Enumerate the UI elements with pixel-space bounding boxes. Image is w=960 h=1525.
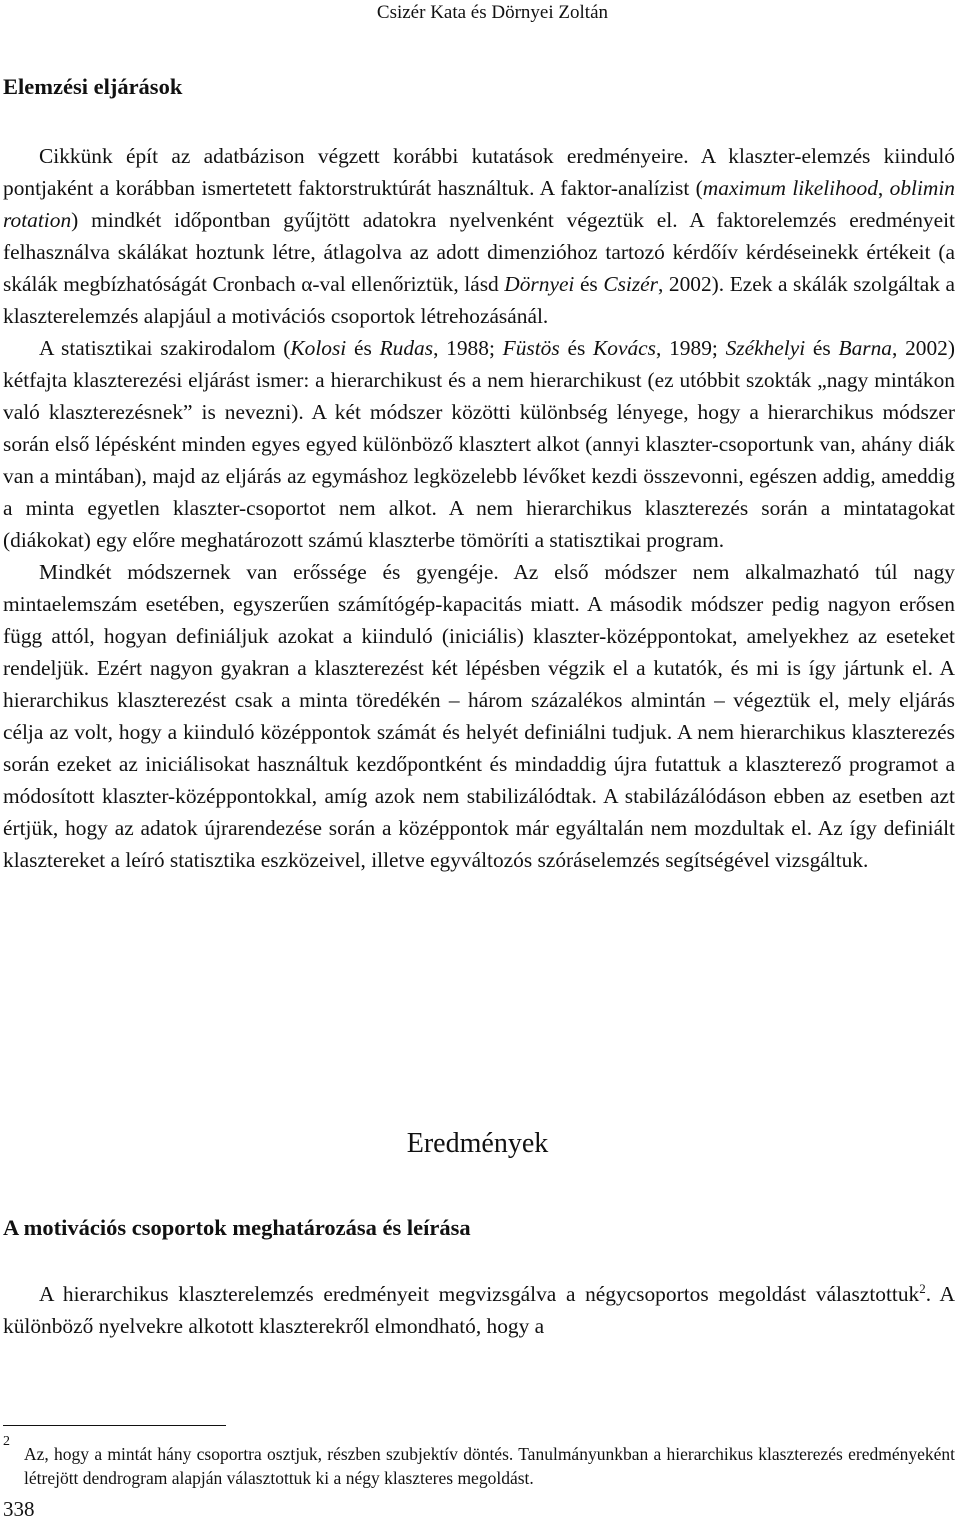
text-run: és xyxy=(346,336,380,360)
text-run: , 1988; xyxy=(433,336,503,360)
italic-run: Székhelyi xyxy=(725,336,806,360)
italic-run: oblimin rotation xyxy=(3,176,955,232)
subsection-heading: A motivációs csoportok meghatározása és leírása xyxy=(3,1215,471,1240)
italic-run: maximum likelihood xyxy=(702,176,878,200)
running-header: Csizér Kata és Dörnyei Zoltán xyxy=(376,2,608,23)
text-run: és xyxy=(559,336,594,360)
italic-run: Füstös xyxy=(502,336,560,360)
italic-run: Rudas xyxy=(379,336,434,360)
page-number: 338 xyxy=(3,1497,35,1521)
paragraph-2 xyxy=(3,332,955,556)
text-run: A statisztikai szakirodalom ( xyxy=(39,336,291,360)
paragraph-3 xyxy=(3,556,955,876)
italic-run: Barna xyxy=(838,336,892,360)
paragraph-text-cont: . A különböző nyelvekre alkotott klaszterekről elmondható, hogy a xyxy=(3,1282,955,1338)
text-run: , 2002) kétfajta klaszterezési eljárást ismer: a hierarchikust és a nem hierarchikust (ez utóbbit szokták „nagy mintákon való klaszterezésnek” is nevezni). A két módszer közötti különbség lényege, hogy a hierarchikus módszer során első lépésként minden egyes egyed különböző klasztert alkot (annyi klaszter-csoportunk van, ahány diák van a mintában), majd az eljárás az egymáshoz legközelebb lévőket kezdi összevonni, egészen addig, ameddig a minta egyetlen klaszter-csoportot nem alkot. A nem hierarchikus klaszterezés során a mintatagokat (diákokat) egy előre meghatározott számú klaszterbe tömöríti a statisztikai program. xyxy=(3,336,955,552)
paragraph-text: A hierarchikus klaszterelemzés eredményeit megvizsgálva a négycsoportos megoldást választottuk xyxy=(39,1282,920,1306)
section-body xyxy=(3,140,955,876)
italic-run: Csizér xyxy=(603,272,658,296)
text-run: és xyxy=(574,272,604,296)
paragraph-4 xyxy=(3,1278,955,1342)
text-run: Mindkét módszernek van erőssége és gyengéje. Az első módszer nem alkalmazható túl nagy mintaelemszám esetében, egyszerűen számítógép-kapacitás miatt. A második módszer pedig nagyon erősen függ attól, hogyan definiáljuk azokat a kiinduló (iniciális) klaszter-középpontokat, amelyekhez az eseteket rendeljük. Ezért nagyon gyakran a klaszterezést két lépésben végzik el a kutatók, és mi is így jártunk el. A hierarchikus klaszterezést csak a minta töredékén – három százalékos almintán – végeztük el, mely eljárás célja az volt, hogy a kiinduló középpontok számát és helyét definiálni tudjuk. A nem hierarchikus klaszterezés során ezeket az iniciálisokat használtuk kezdőpontként és mindaddig újra futattuk a klaszterező programot a módosított klaszter-középpontokkal, amíg azok nem stabilizálódtak. A stabilázálódáson ebben az esetben azt értjük, hogy az adatok újrarendezése során a középpontok már egyáltalán nem mozdultak el. Az így definiált klasztereket a leíró statisztika eszközeivel, illetve egyváltozós szóráselemzés segítségével vizsgáltuk. xyxy=(3,560,955,872)
text-run: , 1989; xyxy=(656,336,726,360)
text-run: Cikkünk épít az adatbázison végzett korábbi kutatások eredményeire. A klaszter-elemzés kiinduló pontjaként a korábban ismertetett faktorstruktúrát használtuk. A faktor-analízist ( xyxy=(3,144,955,200)
text-run: ) mindkét időpontban gyűjtött adatokra nyelvenként végeztük el. A faktorelemzés eredményeit felhasználva skálákat hoztunk létre, átlagolva az adott dimenzióhoz tartozó kérdőív kérdéseinekk értékeit (a skálák megbízhatóságát Cronbach α-val ellenőriztük, lásd xyxy=(3,208,955,296)
section-heading: Elemzési eljárások xyxy=(3,74,183,99)
text-run: , 2002). Ezek a skálák szolgáltak a klaszterelemzés alapjául a motivációs csoportok létrehozásánál. xyxy=(3,272,956,328)
italic-run: Kovács xyxy=(593,336,657,360)
text-run: és xyxy=(805,336,839,360)
footnote-number: 2 xyxy=(3,1434,10,1449)
footnote-rule xyxy=(3,1425,226,1426)
chapter-title: Eredmények xyxy=(406,1128,549,1159)
text-run: , xyxy=(877,176,890,200)
subsection-body xyxy=(3,1278,955,1342)
footnote-text: Az, hogy a mintát hány csoportra osztjuk, részben szubjektív döntés. Tanulmányunkban a hierarchikus klaszterezés eredményeként létrejött dendrogram alapján választottuk ki a négy klaszteres megoldást. xyxy=(24,1444,955,1488)
paragraph-1 xyxy=(3,140,955,332)
italic-run: Kolosi xyxy=(290,336,347,360)
footnote-reference: 2 xyxy=(919,1280,926,1296)
italic-run: Dörnyei xyxy=(504,272,575,296)
